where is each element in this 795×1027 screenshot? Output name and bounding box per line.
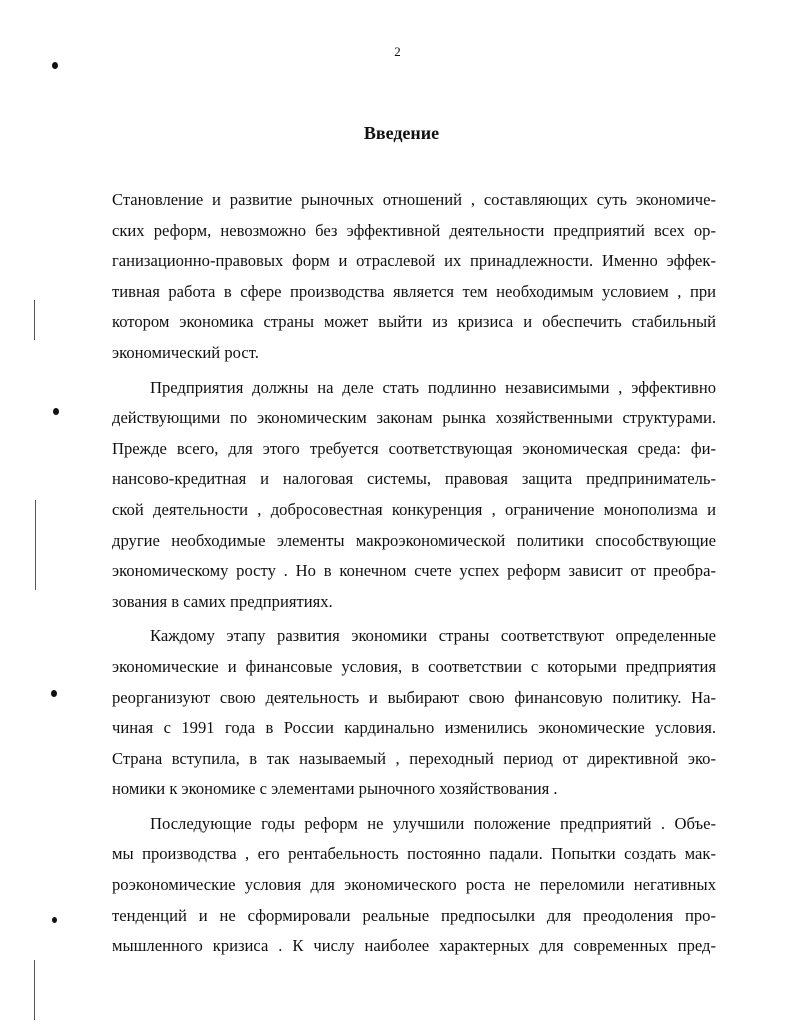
text-line: чиная с 1991 года в России кардинально изменились экономические условия. (112, 718, 716, 738)
text-line: экономический рост. (112, 342, 259, 362)
text-line: Становление и развитие рыночных отношений , составляющих суть экономиче- (112, 190, 716, 209)
paragraph (112, 809, 716, 962)
text-line: зования в самих предприятиях. (112, 591, 333, 611)
text-line: тивная работа в сфере производства является тем необходимым условием , при (112, 281, 716, 301)
text-line: Предприятия должны на деле стать подлинно независимыми , эффективно (150, 377, 716, 397)
paragraph (112, 373, 716, 618)
text-line: ганизационно-правовых форм и отраслевой их принадлежности. Именно эффек- (112, 251, 716, 271)
text-line: нансово-кредитная и налоговая системы, правовая защита предприниматель- (112, 469, 716, 489)
text-line: мышленного кризиса . К числу наиболее характерных для современных пред- (112, 936, 716, 956)
text-line: Последующие годы реформ не улучшили положение предприятий . Объе- (150, 813, 716, 833)
paragraph (112, 621, 716, 805)
text-line: действующими по экономическим законам рынка хозяйственными структурами. (112, 408, 716, 428)
paragraph (112, 185, 716, 369)
scan-speck (51, 690, 57, 697)
text-line: экономическому росту . Но в конечном счете успех реформ зависит от преобра- (112, 561, 716, 581)
text-line: роэкономические условия для экономического роста не переломили негативных (112, 875, 716, 895)
text-line: ских реформ, невозможно без эффективной деятельности предприятий всех ор- (112, 220, 716, 240)
page-title: Введение (363, 123, 440, 143)
text-line: реорганизуют свою деятельность и выбирают свою финансовую политику. На- (112, 687, 716, 707)
margin-line (35, 500, 36, 590)
text-line: котором экономика страны может выйти из кризиса и обеспечить стабильный (112, 312, 716, 332)
text-line: другие необходимые элементы макроэкономической политики способствующие (112, 530, 716, 550)
text-line: Каждому этапу развития экономики страны соответствуют определенные (150, 626, 716, 646)
scan-speck (52, 62, 58, 69)
margin-line (34, 960, 35, 1020)
text-line: мы производства , его рентабельность постоянно падали. Попытки создать мак- (112, 844, 716, 864)
text-line: номики к экономике с элементами рыночного хозяйствования . (112, 779, 558, 799)
scan-speck (53, 408, 59, 415)
text-line: тенденций и не сформировали реальные предпосылки для преодоления про- (112, 905, 716, 925)
scan-speck (52, 917, 57, 923)
body-text (112, 185, 716, 962)
page-number: 2 (394, 44, 401, 59)
text-line: Страна вступила, в так называемый , переходный период от директивной эко- (112, 748, 716, 768)
text-line: ской деятельности , добросовестная конкуренция , ограничение монополизма и (112, 499, 716, 519)
text-line: экономические и финансовые условия, в соответствии с которыми предприятия (112, 656, 716, 676)
text-line: Прежде всего, для этого требуется соответствующая экономическая среда: фи- (112, 438, 716, 458)
margin-line (34, 300, 35, 340)
